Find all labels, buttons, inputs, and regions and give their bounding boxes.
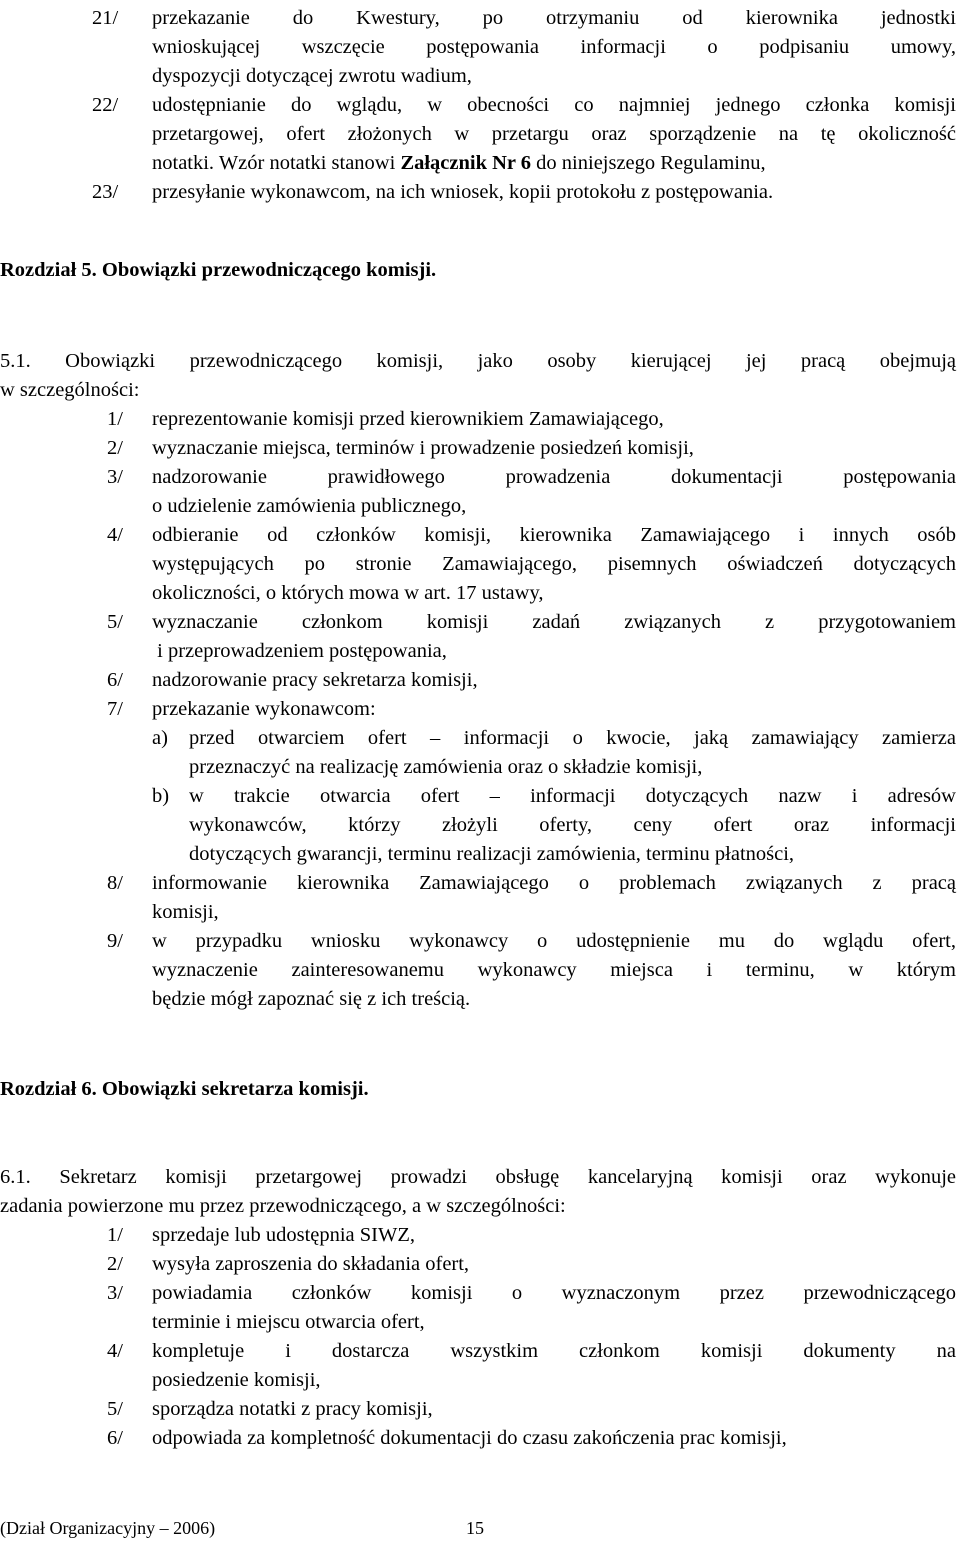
list-item-text: przekazanie wykonawcom: (152, 698, 376, 720)
sublist-item-text: w trakcie otwarcia ofert – informacji dotyczących nazw i adresów (189, 785, 956, 807)
list-item-text: odpowiada za kompletność dokumentacji do czasu zakończenia prac komisji, (152, 1427, 787, 1449)
list-number: 6/ (107, 669, 123, 691)
text-run: do niniejszego Regulaminu, (531, 152, 766, 174)
list-item-text: nadzorowanie prawidłowego prowadzenia dokumentacji postępowania (152, 466, 956, 488)
list-item-text: przekazanie do Kwestury, po otrzymaniu od kierownika jednostki (152, 7, 956, 29)
list-item-text (152, 149, 766, 178)
list-item-text: w przypadku wniosku wykonawcy o udostępnienie mu do wglądu ofert, (152, 930, 956, 952)
list-number: 22/ (92, 94, 119, 116)
list-number: 4/ (107, 1340, 123, 1362)
paragraph-text: 5.1. Obowiązki przewodniczącego komisji, jako osoby kierującej jej pracą obejmują (0, 350, 956, 372)
list-item-text: reprezentowanie komisji przed kierownikiem Zamawiającego, (152, 408, 664, 430)
sublist-label: a) (152, 727, 168, 749)
list-item-text: wyznaczanie członkom komisji zadań związanych z przygotowaniem (152, 611, 956, 633)
list-number: 4/ (107, 524, 123, 546)
footer-source: (Dział Organizacyjny – 2006) (0, 1518, 216, 1538)
sublist-item-text: dotyczących gwarancji, terminu realizacji zamówienia, terminu płatności, (189, 843, 795, 865)
list-item-text: sprzedaje lub udostępnia SIWZ, (152, 1224, 416, 1246)
list-item-text: posiedzenie komisji, (152, 1369, 321, 1391)
list-item-text: terminie i miejscu otwarcia ofert, (152, 1311, 425, 1333)
list-number: 1/ (107, 1224, 123, 1246)
chapter-heading: Rozdział 5. Obowiązki przewodniczącego komisji. (0, 259, 437, 281)
sublist-item-text: przed otwarciem ofert – informacji o kwocie, jaką zamawiający zamierza (189, 727, 956, 749)
list-item-text: komisji, (152, 901, 219, 923)
page-number: 15 (466, 1518, 484, 1538)
list-item-text: przetargowej, ofert złożonych w przetargu oraz sporządzenie na tę okoliczność (152, 123, 956, 145)
paragraph-text: zadania powierzone mu przez przewodniczącego, a w szczególności: (0, 1195, 566, 1217)
list-item-text: przesyłanie wykonawcom, na ich wniosek, kopii protokołu z postępowania. (152, 181, 774, 203)
list-number: 3/ (107, 466, 123, 488)
text-run: notatki. Wzór notatki stanowi (152, 152, 401, 174)
list-number: 8/ (107, 872, 123, 894)
list-item-text: odbieranie od członków komisji, kierownika Zamawiającego i innych osób (152, 524, 956, 546)
paragraph-text: 6.1. Sekretarz komisji przetargowej prowadzi obsługę kancelaryjną komisji oraz wykonuje (0, 1166, 956, 1188)
list-item-text: kompletuje i dostarcza wszystkim członkom komisji dokumenty na (152, 1340, 956, 1362)
list-number: 6/ (107, 1427, 123, 1449)
list-number: 1/ (107, 408, 123, 430)
list-item-text: będzie mógł zapoznać się z ich treścią. (152, 988, 471, 1010)
sublist-item-text: przeznaczyć na realizację zamówienia oraz o składzie komisji, (189, 756, 703, 778)
list-item-text: wyznaczanie miejsca, terminów i prowadzenie posiedzeń komisji, (152, 437, 694, 459)
list-number: 7/ (107, 698, 123, 720)
list-number: 9/ (107, 930, 123, 952)
list-number: 21/ (92, 7, 119, 29)
list-number: 5/ (107, 611, 123, 633)
chapter-heading: Rozdział 6. Obowiązki sekretarza komisji. (0, 1078, 369, 1100)
list-item-text: wnioskującej wszczęcie postępowania informacji o podpisaniu umowy, (152, 36, 956, 58)
list-item-text: informowanie kierownika Zamawiającego o problemach związanych z pracą (152, 872, 956, 894)
list-number: 23/ (92, 181, 119, 203)
list-number: 2/ (107, 437, 123, 459)
paragraph-text: w szczególności: (0, 379, 140, 401)
list-number: 2/ (107, 1253, 123, 1275)
list-item-text: udostępnianie do wglądu, w obecności co najmniej jednego członka komisji (152, 94, 956, 116)
list-item-text: sporządza notatki z pracy komisji, (152, 1398, 433, 1420)
list-item-text: o udzielenie zamówienia publicznego, (152, 495, 467, 517)
list-item-text: i przeprowadzeniem postępowania, (152, 640, 447, 662)
list-item-text: wysyła zaproszenia do składania ofert, (152, 1253, 470, 1275)
list-item-text: powiadamia członków komisji o wyznaczonym przez przewodniczącego (152, 1282, 956, 1304)
list-item-text: dyspozycji dotyczącej zwrotu wadium, (152, 65, 472, 87)
attachment-reference: Załącznik Nr 6 (400, 152, 532, 174)
list-item-text: występujących po stronie Zamawiającego, pisemnych oświadczeń dotyczących (152, 553, 956, 575)
list-number: 5/ (107, 1398, 123, 1420)
sublist-item-text: wykonawców, którzy złożyli oferty, ceny ofert oraz informacji (189, 814, 956, 836)
list-item-text: nadzorowanie pracy sekretarza komisji, (152, 669, 478, 691)
sublist-label: b) (152, 785, 170, 807)
list-number: 3/ (107, 1282, 123, 1304)
list-item-text: okoliczności, o których mowa w art. 17 ustawy, (152, 582, 544, 604)
list-item-text: wyznaczenie zainteresowanemu wykonawcy miejsca i terminu, w którym (152, 959, 956, 981)
